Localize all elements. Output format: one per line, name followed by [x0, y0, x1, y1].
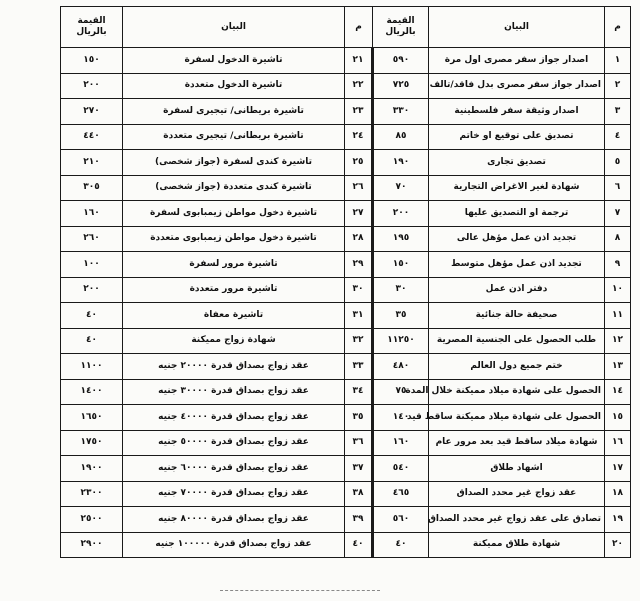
table-row: [61, 73, 631, 99]
row-description-2: شهادة زواج مميكنة: [123, 328, 345, 354]
row-description-1: شهادة ميلاد ساقط قيد بعد مرور عام: [429, 430, 605, 456]
row-description-2: عقد زواج بصداق قدرة ٦٠٠٠٠ جنيه: [123, 456, 345, 482]
row-number-1: ١٧: [605, 456, 631, 482]
row-description-1: عقد زواج غير محدد الصداق: [429, 481, 605, 507]
row-value-1: ٨٥: [373, 124, 429, 150]
row-description-2: تاشيرة دخول مواطن زيمبابوى لسفرة: [123, 201, 345, 227]
row-description-2: تاشيرة دخول مواطن زيمبابوى متعددة: [123, 226, 345, 252]
row-value-2: ٤٤٠: [61, 124, 123, 150]
table-row: [61, 201, 631, 227]
row-description-2: تاشيرة مرور لسفرة: [123, 252, 345, 278]
row-description-1: ترجمة او التصديق عليها: [429, 201, 605, 227]
row-number-1: ١٠: [605, 277, 631, 303]
table-row: [61, 277, 631, 303]
row-value-1: ٤٨٠: [373, 354, 429, 380]
row-description-2: عقد زواج بصداق قدرة ٤٠٠٠٠ جنيه: [123, 405, 345, 431]
row-description-2: تاشيرة بريطانى/ تيجيرى متعددة: [123, 124, 345, 150]
table-row: [61, 405, 631, 431]
table-row: [61, 354, 631, 380]
row-value-1: ٤٦٥: [373, 481, 429, 507]
row-number-2: ٢٦: [345, 175, 373, 201]
row-number-1: ١١: [605, 303, 631, 329]
table-row: [61, 532, 631, 558]
header-value-2: القيمة بالريال: [61, 7, 123, 48]
row-value-1: ٣٠: [373, 277, 429, 303]
row-number-1: ٢٠: [605, 532, 631, 558]
row-value-2: ٢٧٠: [61, 99, 123, 125]
header-value-1: القيمة بالريال: [373, 7, 429, 48]
row-description-1: الحصول على شهادة ميلاد مميكنة ساقط قيد: [429, 405, 605, 431]
row-description-2: عقد زواج بصداق قدرة ١٠٠٠٠٠ جنيه: [123, 532, 345, 558]
row-value-1: ١٥٠: [373, 252, 429, 278]
row-value-2: ١١٠٠: [61, 354, 123, 380]
row-value-1: ١١٢٥٠: [373, 328, 429, 354]
row-number-1: ١٦: [605, 430, 631, 456]
table-row: [61, 481, 631, 507]
row-number-2: ٤٠: [345, 532, 373, 558]
row-description-1: اصدار وثيقة سفر فلسطينية: [429, 99, 605, 125]
row-value-2: ١٠٠: [61, 252, 123, 278]
row-value-2: ٢٦٠: [61, 226, 123, 252]
row-value-1: ٥٤٠: [373, 456, 429, 482]
row-description-1: تجديد اذن عمل مؤهل متوسط: [429, 252, 605, 278]
table-row: [61, 328, 631, 354]
row-number-2: ٣٠: [345, 277, 373, 303]
row-number-1: ٢: [605, 73, 631, 99]
row-value-1: ٥٩٠: [373, 48, 429, 74]
row-description-2: تاشيرة بريطانى/ تيجيرى لسفرة: [123, 99, 345, 125]
row-value-2: ١٧٥٠: [61, 430, 123, 456]
row-number-1: ١٩: [605, 507, 631, 533]
row-description-1: شهادة لغير الاغراض التجارية: [429, 175, 605, 201]
row-number-2: ٢٤: [345, 124, 373, 150]
row-description-2: تاشيرة الدخول لسفرة: [123, 48, 345, 74]
row-number-2: ٣٤: [345, 379, 373, 405]
table-row: [61, 507, 631, 533]
row-number-2: ٢٧: [345, 201, 373, 227]
table-row: [61, 175, 631, 201]
row-value-2: ٤٠: [61, 328, 123, 354]
row-value-2: ١٩٠٠: [61, 456, 123, 482]
fees-table: [60, 6, 631, 558]
row-description-2: تاشيرة الدخول متعددة: [123, 73, 345, 99]
row-description-1: تصادق على عقد زواج غير محدد الصداق: [429, 507, 605, 533]
row-value-2: ١٦٠: [61, 201, 123, 227]
row-value-2: ٢٥٠٠: [61, 507, 123, 533]
table-row: [61, 124, 631, 150]
row-number-1: ٣: [605, 99, 631, 125]
row-value-2: ٢٠٠: [61, 73, 123, 99]
row-number-1: ١٤: [605, 379, 631, 405]
row-description-1: تصديق على توقيع او خاتم: [429, 124, 605, 150]
row-number-2: ٣١: [345, 303, 373, 329]
row-value-2: ٤٠: [61, 303, 123, 329]
row-description-1: اصدار جواز سفر مصرى بدل فاقد/تالف: [429, 73, 605, 99]
row-number-1: ٦: [605, 175, 631, 201]
row-number-1: ١٢: [605, 328, 631, 354]
row-value-1: ١٩٥: [373, 226, 429, 252]
row-description-2: تاشيرة مرور متعددة: [123, 277, 345, 303]
row-description-2: عقد زواج بصداق قدرة ٣٠٠٠٠ جنيه: [123, 379, 345, 405]
row-value-1: ٧٠: [373, 175, 429, 201]
table-row: [61, 150, 631, 176]
header-num-2: م: [345, 7, 373, 48]
row-number-2: ٣٦: [345, 430, 373, 456]
table-row: [61, 226, 631, 252]
row-value-2: ٢٩٠٠: [61, 532, 123, 558]
row-description-2: تاشيرة كندى لسفرة (جواز شخصى): [123, 150, 345, 176]
row-description-2: عقد زواج بصداق قدرة ٥٠٠٠٠ جنيه: [123, 430, 345, 456]
header-desc-1: البيان: [429, 7, 605, 48]
row-number-2: ٢٢: [345, 73, 373, 99]
row-number-1: ٩: [605, 252, 631, 278]
row-number-1: ١٥: [605, 405, 631, 431]
row-description-1: اصدار جواز سفر مصرى اول مرة: [429, 48, 605, 74]
row-number-2: ٣٣: [345, 354, 373, 380]
row-description-2: عقد زواج بصداق قدرة ٢٠٠٠٠ جنيه: [123, 354, 345, 380]
table-row: [61, 303, 631, 329]
row-value-1: ٧٢٥: [373, 73, 429, 99]
row-value-2: ٢١٠: [61, 150, 123, 176]
row-description-1: تجديد اذن عمل مؤهل عالى: [429, 226, 605, 252]
row-value-2: ٣٠٥: [61, 175, 123, 201]
row-number-2: ٢١: [345, 48, 373, 74]
row-number-1: ٧: [605, 201, 631, 227]
row-number-2: ٢٣: [345, 99, 373, 125]
row-description-1: تصديق تجارى: [429, 150, 605, 176]
row-description-2: تاشيرة كندى متعددة (جواز شخصى): [123, 175, 345, 201]
row-number-1: ٥: [605, 150, 631, 176]
row-number-1: ٨: [605, 226, 631, 252]
row-value-1: ٧٥: [373, 379, 429, 405]
row-value-1: ٣٣٠: [373, 99, 429, 125]
row-description-2: عقد زواج بصداق قدرة ٧٠٠٠٠ جنيه: [123, 481, 345, 507]
row-number-1: ١: [605, 48, 631, 74]
table-row: [61, 252, 631, 278]
row-value-2: ٢٣٠٠: [61, 481, 123, 507]
row-value-1: ٥٦٠: [373, 507, 429, 533]
row-value-1: ١٦٠: [373, 430, 429, 456]
table-row: [61, 379, 631, 405]
row-description-1: صحيفة حالة جنائية: [429, 303, 605, 329]
row-description-1: اشهاد طلاق: [429, 456, 605, 482]
row-value-1: ١٩٠: [373, 150, 429, 176]
table-header-row: [61, 7, 631, 48]
row-value-2: ١٦٥٠: [61, 405, 123, 431]
row-number-1: ١٣: [605, 354, 631, 380]
row-number-2: ٣٧: [345, 456, 373, 482]
row-value-2: ١٥٠: [61, 48, 123, 74]
row-description-1: شهادة طلاق مميكنة: [429, 532, 605, 558]
row-value-1: ٢٠٠: [373, 201, 429, 227]
row-number-2: ٣٥: [345, 405, 373, 431]
table-row: [61, 430, 631, 456]
table-row: [61, 99, 631, 125]
row-number-2: ٢٩: [345, 252, 373, 278]
row-description-2: تاشيرة معفاة: [123, 303, 345, 329]
row-value-2: ٢٠٠: [61, 277, 123, 303]
row-value-1: ٣٥: [373, 303, 429, 329]
row-value-2: ١٤٠٠: [61, 379, 123, 405]
row-number-2: ٣٨: [345, 481, 373, 507]
row-description-1: دفتر اذن عمل: [429, 277, 605, 303]
row-number-2: ٣٢: [345, 328, 373, 354]
row-description-1: الحصول على شهادة ميلاد مميكنة خلال المدة: [429, 379, 605, 405]
row-number-2: ٣٩: [345, 507, 373, 533]
row-number-2: ٢٥: [345, 150, 373, 176]
row-description-1: طلب الحصول على الجنسية المصرية: [429, 328, 605, 354]
header-desc-2: البيان: [123, 7, 345, 48]
row-description-1: ختم جميع دول العالم: [429, 354, 605, 380]
row-description-2: عقد زواج بصداق قدرة ٨٠٠٠٠ جنيه: [123, 507, 345, 533]
table-row: [61, 456, 631, 482]
row-value-1: ٤٠: [373, 532, 429, 558]
header-num-1: م: [605, 7, 631, 48]
table-row: [61, 48, 631, 74]
row-number-1: ١٨: [605, 481, 631, 507]
row-number-2: ٢٨: [345, 226, 373, 252]
footer-stamp-edge: [220, 590, 380, 601]
row-number-1: ٤: [605, 124, 631, 150]
row-value-1: ١٤٠: [373, 405, 429, 431]
